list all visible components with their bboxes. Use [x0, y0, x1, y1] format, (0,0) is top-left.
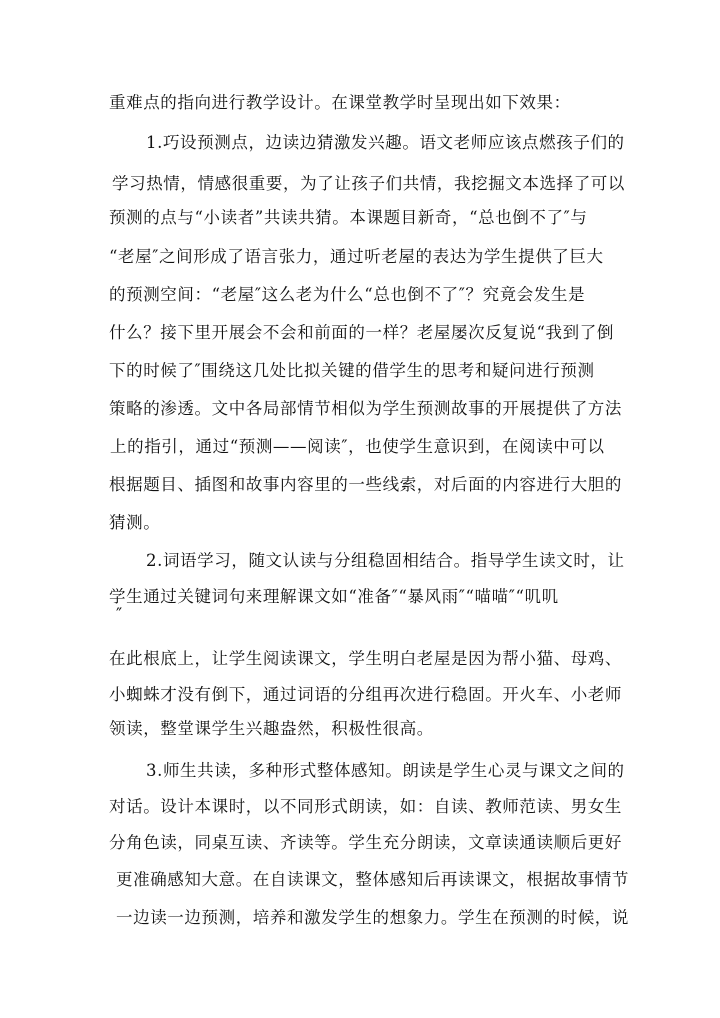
text-line: 重难点的指向进行教学设计。在课堂教学时呈现出如下效果：: [109, 93, 571, 112]
text-line: “老屋″之间形成了语言张力，通过听老屋的表达为学生提供了巨大: [109, 247, 604, 266]
text-line: 策略的渗透。文中各局部情节相似为学生预测故事的开展提供了方法: [109, 399, 622, 418]
text-line: 上的指引，通过“预测——阅读″，也使学生意识到，在阅读中可以: [110, 437, 605, 456]
text-line: 对话。设计本课时，以不同形式朗读，如：自读、教师范读、男女生: [109, 797, 622, 816]
paragraph-2-first-line: 2.词语学习，随文认读与分组稳固相结合。指导学生读文时，让: [146, 551, 625, 570]
text-line: 学习热情，情感很重要，为了让孩子们共情，我挖掘文本选择了可以: [112, 174, 625, 193]
text-line: 更准确感知大意。在自读课文，整体感知后再读课文，根据故事情节: [116, 870, 629, 889]
text-line: 领读，整堂课学生兴趣盎然，积极性很高。: [109, 719, 434, 738]
text-line: ″: [116, 605, 123, 624]
text-line: 根据题目、插图和故事内容里的一些线索，对后面的内容进行大胆的: [109, 475, 622, 494]
text-line: 的预测空间：“老屋″这么老为什么“总也倒不了″？究竟会发生是: [109, 285, 586, 304]
text-line: 在此根底上，让学生阅读课文，学生明白老屋是因为帮小猫、母鸡、: [109, 649, 622, 668]
paragraph-1-first-line: 1.巧设预测点，边读边猜激发兴趣。语文老师应该点燃孩子们的: [146, 133, 625, 152]
text-line: 预测的点与“小读者”共读共猜。本课题目新奇，“总也倒不了″与: [109, 208, 588, 227]
text-line: 猜测。: [109, 513, 161, 532]
text-line: 什么？接下里开展会不会和前面的一样？老屋屡次反复说“我到了倒: [109, 323, 614, 342]
text-line: 学生通过关键词句来理解课文如“准备″“暴风雨″“喵喵″“叽叽: [109, 587, 559, 606]
text-line: 一边读一边预测，培养和激发学生的想象力。学生在预测的时候，说: [116, 908, 629, 927]
text-line: 下的时候了″围绕这几处比拟关键的借学生的思考和疑问进行预测: [109, 361, 595, 380]
paragraph-3-first-line: 3.师生共读，多种形式整体感知。朗读是学生心灵与课文之间的: [146, 761, 625, 780]
text-line: 分角色读，同桌互读、齐读等。学生充分朗读，文章读通读顺后更好: [109, 833, 622, 852]
text-line: 小蜘蛛才没有倒下，通过词语的分组再次进行稳固。开火车、小老师: [109, 685, 622, 704]
